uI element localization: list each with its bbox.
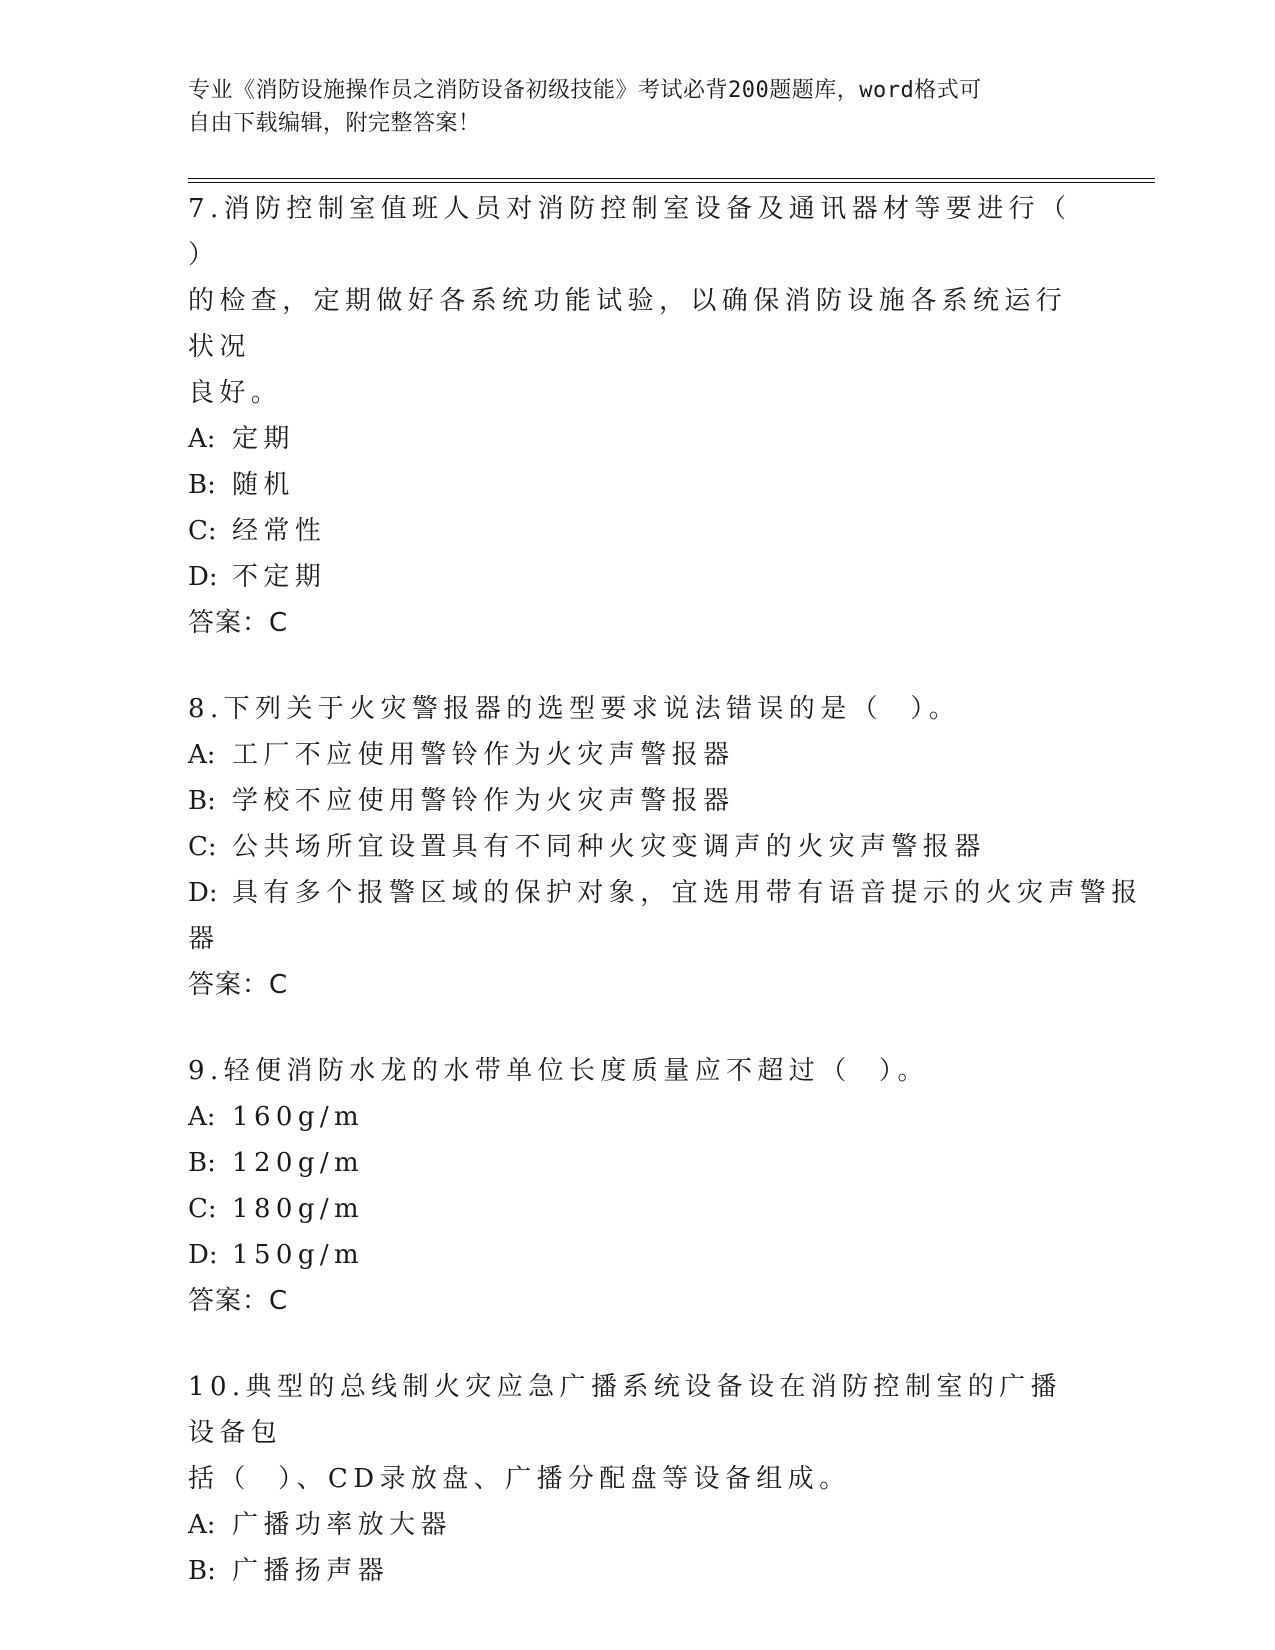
option-a (188, 732, 1088, 778)
document-header (188, 74, 1088, 140)
option-key: B: (188, 1556, 216, 1586)
option-text: 公共场所宜设置具有不同种火灾变调声的火灾声警报器 (232, 832, 986, 862)
option-text: 经常性 (232, 516, 327, 546)
option-a (188, 416, 1088, 462)
option-text: 器 (188, 924, 220, 954)
option-a (188, 1094, 1088, 1140)
header-line-1: 专业《消防设施操作员之消防设备初级技能》考试必背200题题库，word格式可 (188, 78, 982, 103)
option-text: 120g/m (232, 1148, 365, 1178)
question-8 (188, 686, 1143, 1008)
option-key: D: (188, 562, 218, 592)
option-d (188, 554, 1088, 600)
option-text: 定期 (232, 424, 295, 454)
answer-line: 答案：C (188, 1286, 289, 1316)
question-stem: 10.典型的总线制火灾应急广播系统设备设在消防控制室的广播设备包 括（ ）、CD录放盘、广播分配盘等设备组成。 (188, 1372, 1062, 1494)
question-stem: 8.下列关于火灾警报器的选型要求说法错误的是（ ）。 (188, 694, 961, 724)
option-text: 学校不应使用警铃作为火灾声警报器 (232, 786, 735, 816)
question-9 (188, 1048, 1088, 1324)
option-text: 随机 (232, 470, 295, 500)
option-key: C: (188, 1194, 217, 1224)
option-text: 广播扬声器 (232, 1556, 390, 1586)
option-key: B: (188, 470, 216, 500)
header-divider-bottom (188, 182, 1155, 183)
option-key: A: (188, 1102, 216, 1132)
option-key: D: (188, 1240, 218, 1270)
option-a (188, 1502, 1088, 1548)
option-key: B: (188, 786, 216, 816)
option-key: D: (188, 878, 218, 908)
option-text: 工厂不应使用警铃作为火灾声警报器 (232, 740, 735, 770)
option-text: 160g/m (232, 1102, 365, 1132)
option-text: 广播功率放大器 (232, 1510, 452, 1540)
header-line-2: 自由下载编辑，附完整答案！ (188, 111, 481, 136)
option-text: 不定期 (232, 562, 327, 592)
option-c (188, 508, 1088, 554)
option-d (188, 1232, 1088, 1278)
header-divider-top (188, 178, 1155, 179)
option-b (188, 462, 1088, 508)
option-c (188, 824, 1088, 870)
option-d-continued (188, 916, 1088, 962)
question-list (188, 186, 1143, 1624)
option-text: 150g/m (232, 1240, 365, 1270)
answer-line: 答案：C (188, 970, 289, 1000)
question-stem: 9.轻便消防水龙的水带单位长度质量应不超过（ ）。 (188, 1056, 929, 1086)
option-key: C: (188, 516, 217, 546)
question-stem: 7.消防控制室值班人员对消防控制室设备及通讯器材等要进行（ ） 的检查，定期做好各系统功能试验，以确保消防设施各系统运行状况 良好。 (188, 194, 1072, 408)
option-b (188, 778, 1088, 824)
option-key: A: (188, 424, 216, 454)
answer-line: 答案：C (188, 608, 289, 638)
option-b (188, 1548, 1088, 1594)
option-key: A: (188, 740, 216, 770)
option-text: 具有多个报警区域的保护对象，宜选用带有语音提示的火灾声警报 (232, 878, 1143, 908)
option-b (188, 1140, 1088, 1186)
option-key: A: (188, 1510, 216, 1540)
option-d (188, 870, 1143, 916)
option-key: B: (188, 1148, 216, 1178)
option-c (188, 1186, 1088, 1232)
question-7 (188, 186, 1088, 646)
option-key: C: (188, 832, 217, 862)
option-text: 180g/m (232, 1194, 365, 1224)
question-10 (188, 1364, 1088, 1594)
